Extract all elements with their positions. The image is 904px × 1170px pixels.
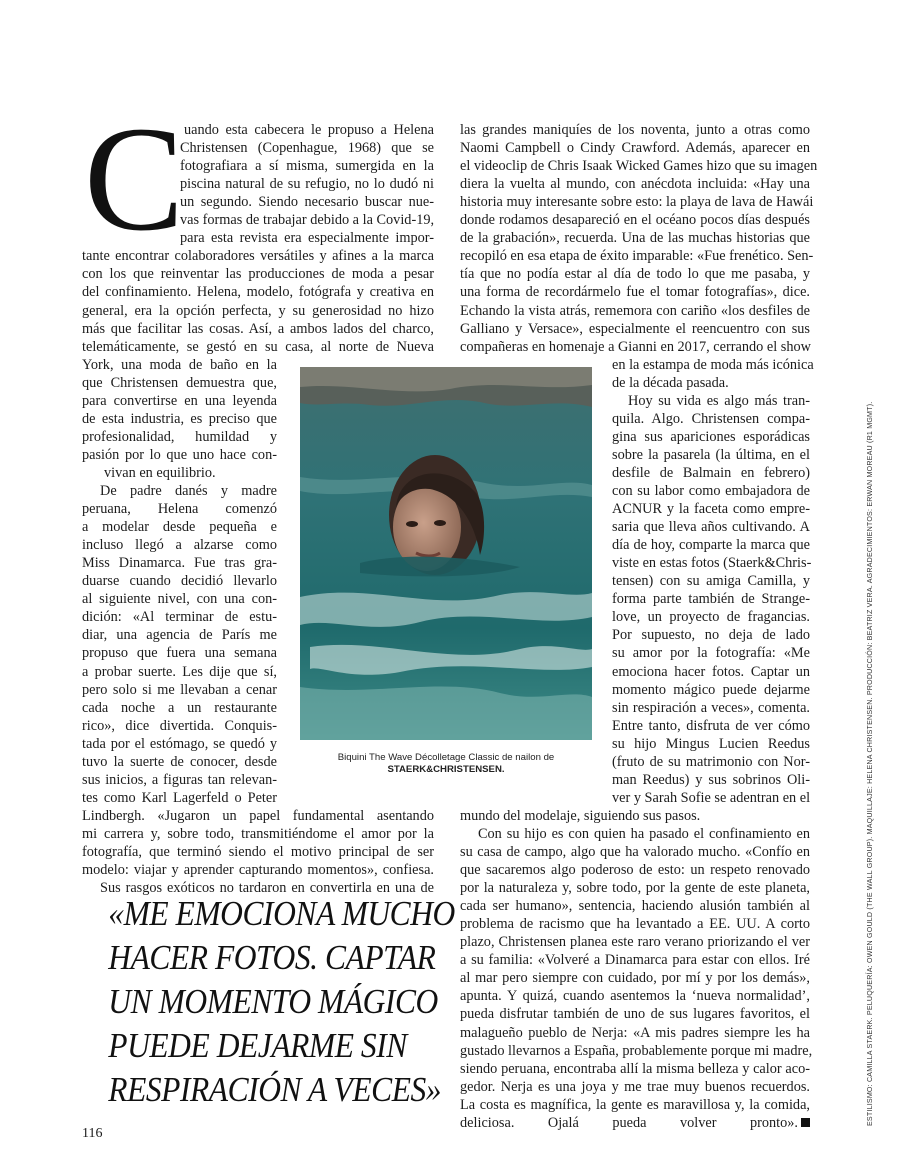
photo-caption	[300, 752, 592, 776]
text-line: vas formas de trabajar debido a la Covid-19,	[180, 212, 435, 229]
text-line: De padre danés y madre	[100, 483, 277, 499]
text-line: de la grabación», recuerda. Una de las muchas historias que	[460, 230, 810, 247]
text-line: tada por el estómago, se quedó y	[82, 735, 277, 752]
text-line: su hijo Mingus Lucien Reedus	[612, 735, 810, 752]
text-line: Sus rasgos exóticos no tardaron en convertirla en una de	[100, 880, 434, 897]
text-line: a modelar desde pequeña e	[82, 519, 277, 536]
text-line: gustado llevarnos a España, probablemente porque mi madre,	[460, 1042, 813, 1059]
text-line: de esta industria, es preciso que	[82, 410, 277, 427]
text-line: piscina natural de su refugio, no lo dudó ni	[180, 176, 434, 193]
text-line: un segundo. Siendo necesario buscar nue-	[180, 194, 434, 211]
text-line: su casa de campo, algo que ha valorado mucho. «Confío en	[460, 844, 810, 860]
text-line: man Reedus) y sus sobrinos Oli-	[612, 771, 810, 788]
text-line: La costa es magnífica, la gente es maravillosa y, la comida,	[460, 1096, 810, 1113]
text-line: uando esta cabecera le propuso a Helena	[184, 122, 434, 138]
pull-quote-line: HACER FOTOS. CAPTAR	[108, 938, 436, 977]
text-line: desfile de Balmain en febrero)	[612, 464, 810, 481]
text-line: tante encontrar colaboradores versátiles y afines a la marca	[82, 248, 434, 265]
drop-cap: C	[84, 96, 185, 262]
text-line: las grandes maniquíes de los noventa, junto a otras como	[460, 122, 810, 138]
text-line: Entre tanto, disfruta de ver cómo	[612, 717, 810, 734]
photo-credits: ESTILISMO: CAMILLA STAERK. PELUQUERÍA: OWEN GOULD (THE WALL GROUP). MAQUILLAJE: HELENA CHRISTENSEN. PRODUCCIÓN: BEATRIZ VERA. AGRADECIMIENTOS: ERWAN MOREAU (R1 MGMT).	[866, 401, 874, 1126]
text-line: vivan en equilibrio.	[104, 464, 216, 481]
text-line: tensen) con su amiga Camilla, y	[612, 573, 810, 590]
text-line: malagueño pueblo de Nerja: «A mis padres siempre les ha	[460, 1024, 810, 1041]
text-line: apunta. Y quizá, cuando asentemos la ‘nueva normalidad’,	[460, 988, 810, 1005]
text-line: para convertirse en una leyenda	[82, 392, 277, 409]
text-line: Christensen (Copenhague, 1968) que se	[180, 140, 434, 157]
text-line: tuvo la suerte de conocer, desde	[82, 753, 277, 770]
text-line: tía que no podía estar al día de todo lo que me pasaba, y	[460, 266, 810, 283]
text-line: Naomi Campbell o Cindy Crawford. Además, aparecer en	[460, 140, 810, 157]
caption-text: Biquini The Wave Décolletage Classic de nailon de	[337, 752, 555, 763]
end-mark-icon	[801, 1118, 810, 1127]
text-line: profesionalidad, humildad y	[82, 428, 277, 445]
text-line: mi carrera y, sobre todo, transmitiéndome el amor por la	[82, 825, 434, 842]
text-line: del confinamiento. Helena, modelo, fotógrafa y creativa en	[82, 284, 434, 301]
text-line: una forma de recordármelo fue el tomar fotografías», dice.	[460, 284, 810, 301]
pull-quote-line: «ME EMOCIONA MUCHO	[108, 894, 455, 933]
text-line: Echando la vista atrás, rememora con cariño «los desfiles de	[460, 302, 810, 319]
text-line: a su familia: «Volveré a Dinamarca para estar con ellos. Iré	[460, 952, 810, 969]
text-line: pasión por lo que uno hace con-	[82, 446, 277, 463]
text-line: que Christensen demuestra que,	[82, 374, 277, 391]
text-line: diar, una agencia de París me	[82, 627, 277, 644]
text-line: quila. Algo. Christensen compa-	[612, 410, 810, 427]
text-line: York, una moda de baño en la	[82, 356, 277, 373]
text-line: su amor por la fotografía: «Me	[612, 645, 810, 662]
pull-quote-line: UN MOMENTO MÁGICO	[108, 982, 438, 1021]
text-line: emociona hacer fotos. Captar un	[612, 663, 810, 680]
text-line: (fruto de su matrimonio con Nor-	[612, 753, 810, 770]
text-line: el videoclip de Chris Isaak Wicked Games hizo que su imagen	[460, 158, 818, 175]
text-line: propuso que fuera una semana	[82, 645, 277, 662]
text-line: Galliano y Versace», especialmente el reencuentro con sus	[460, 320, 810, 337]
text-line: sobre la pasarela (la última, en el	[612, 446, 810, 463]
text-line: al mar pero siempre con cuidado, por mí y por los demás»,	[460, 970, 810, 987]
text-line: que sacaremos algo poderoso de esto: un respeto renovado	[460, 862, 810, 879]
text-line: historia muy interesante sobre esto: la playa de lava de Hawái	[460, 194, 814, 211]
text-line: incluso llegó a alzarse como	[82, 537, 277, 554]
text-line: dición: «Al terminar de estu-	[82, 609, 277, 626]
text-line: pero solo si me llevaban a cenar	[82, 681, 277, 698]
text-line: con su labor como embajadora de	[612, 483, 810, 499]
text-line: mundo del modelaje, siguiendo sus pasos.	[460, 807, 701, 824]
text-line: modelo: viajar y aprender capturando momentos», confiesa.	[82, 862, 434, 879]
text-line: en la estampa de moda más icónica	[612, 356, 814, 373]
text-line: gedor. Nerja es una joya y me trae muy buenos recuerdos.	[460, 1078, 810, 1095]
text-line: a probar suerte. Les dije que sí,	[82, 663, 277, 680]
text-line: cada ser humano», sentencia, haciendo alusión también al	[460, 898, 810, 915]
text-line: con los que reinventar las producciones de moda a pesar	[82, 266, 434, 283]
text-line: día de hoy, comparte la marca que	[612, 537, 810, 554]
text-line: tes como Karl Lagerfeld o Peter	[82, 789, 277, 806]
text-line: saria que lleva años cultivando. A	[612, 519, 810, 536]
text-line: de la década pasada.	[612, 374, 729, 391]
text-line: Lindbergh. «Jugaron un papel fundamental asentando	[82, 807, 434, 824]
text-line: para esta revista era especialmente impor-	[180, 230, 434, 247]
text-line: diera la vuelta al mundo, con anécdota incluida: «Hay una	[460, 176, 810, 193]
pull-quote-line: PUEDE DEJARME SIN	[108, 1026, 407, 1065]
text-line: problema de racismo que ha levantado a EE. UU. A corto	[460, 916, 810, 933]
text-line: donde rodamos desapareció en el océano pocos días después	[460, 212, 810, 229]
text-line: sin respiración a veces», comenta.	[612, 699, 810, 716]
text-line: plazo, Christensen planea este raro verano priorizando el ver	[460, 934, 810, 951]
text-line: momento mágico puede dejarme	[612, 681, 810, 698]
text-line: pueda disfrutar también de uno de sus lugares favoritos, el	[460, 1006, 810, 1023]
text-line: forma parte también de Strange-	[612, 591, 810, 608]
text-line: siendo peruana, encontraba allí la misma belleza y calor aco-	[460, 1060, 810, 1077]
text-line: Por supuesto, no deja de lado	[612, 627, 810, 644]
text-line: rico», dice divertida. Conquis-	[82, 717, 277, 734]
text-line: Miss Dinamarca. Fue tras gra-	[82, 555, 277, 572]
caption-brand: STAERK&CHRISTENSEN.	[387, 764, 505, 775]
text-line: sus inicios, a figuras tan relevan-	[82, 771, 277, 788]
page-number: 116	[82, 1126, 103, 1141]
text-line: fotografiara a sí misma, sumergida en la	[180, 158, 434, 175]
text-line: al siguiente nivel, con una con-	[82, 591, 277, 608]
text-line: duarse cuando decidió llevarlo	[82, 573, 277, 590]
text-line: gina sus apariciones esporádicas	[612, 428, 810, 445]
text-line: compañeras en homenaje a Gianni en 2017, cerrando el show	[460, 338, 811, 355]
text-line: ACNUR y la faceta como empre-	[612, 501, 810, 518]
text-line: más que facilitar las cosas. Así, a ambos lados del charco,	[82, 320, 434, 337]
text-line: cada noche a un restaurante	[82, 699, 277, 716]
pull-quote-line: RESPIRACIÓN A VECES»	[108, 1070, 442, 1109]
text-line: recopiló en esa etapa de éxito imparable: «Fue frenético. Sen-	[460, 248, 814, 265]
text-line: Hoy su vida es algo más tran-	[628, 392, 810, 409]
text-line: love, un proyecto de fragancias.	[612, 609, 810, 626]
text-line: por la naturaleza y, sobre todo, por la gente de este planeta,	[460, 880, 810, 897]
text-line: fotografía, que terminó siendo el motivo principal de ser	[82, 844, 434, 860]
text-line: viste en estas fotos (Staerk&Chris-	[612, 555, 812, 572]
text-line: deliciosa. Ojalá pueda volver pronto».	[460, 1114, 810, 1132]
text-line: ver y Sarah Sofie se adentran en el	[612, 789, 811, 806]
text-line: peruana, Helena comenzó	[82, 501, 277, 518]
text-line: general, era la opción perfecta, y su generosidad no hizo	[82, 302, 434, 319]
text-line: Con su hijo es con quien ha pasado el confinamiento en	[478, 825, 810, 842]
article-photo	[300, 367, 592, 740]
text-line: telemáticamente, se gestó en su casa, al norte de Nueva	[82, 338, 434, 355]
